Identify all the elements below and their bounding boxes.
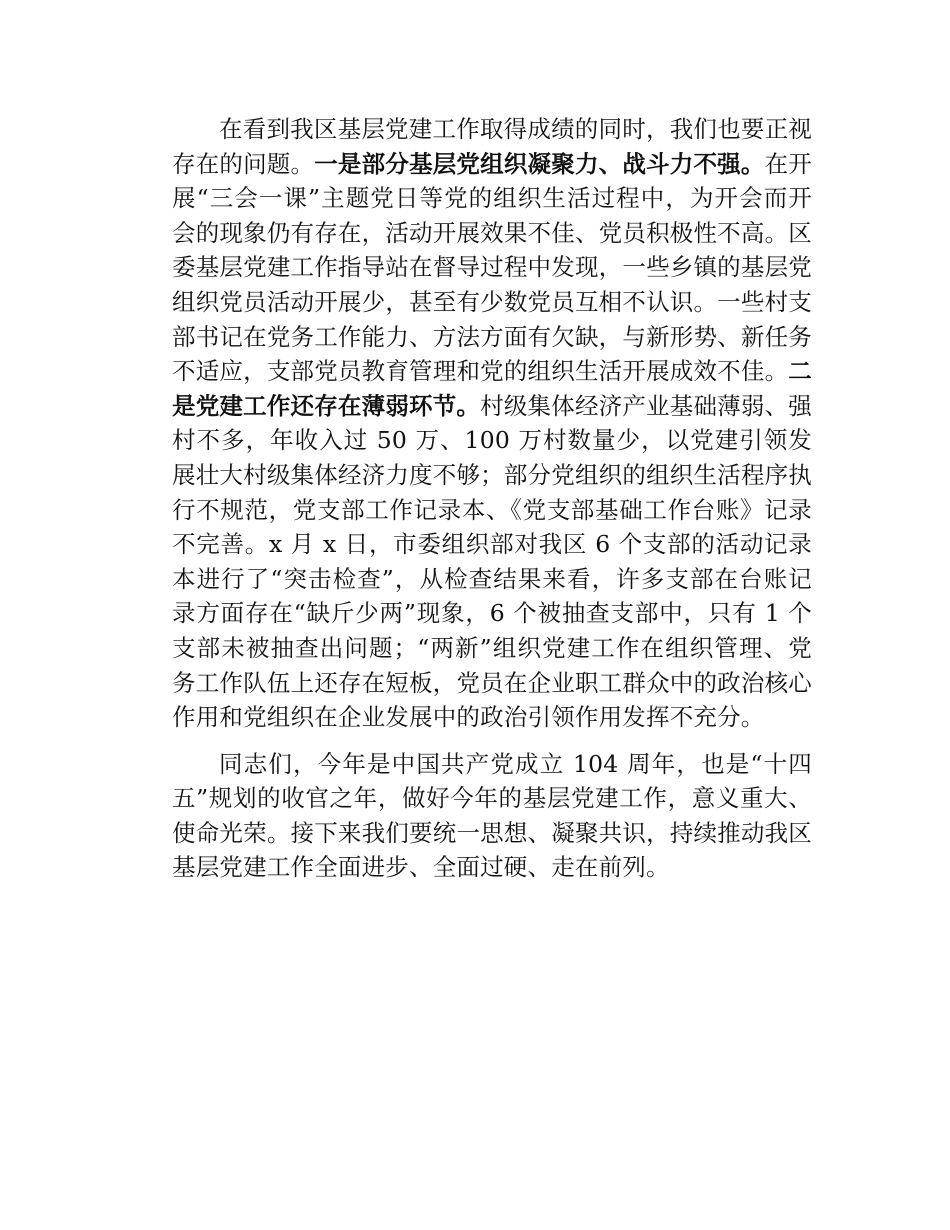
closing-text: 同志们，今年是中国共产党成立 104 周年，也是“十四五”规划的收官之年，做好今年的基层党建工作，意义重大、使命光荣。接下来我们要统一思想、凝聚共识，持续推动我区基层党建工作全面进步、全面过硬、走在前列。 xyxy=(172,749,812,882)
second-problem-heading: 二是党建工作还存在薄弱环节。 xyxy=(172,357,812,420)
paragraph-intro-text: 在看到我区基层党建工作取得成绩的同时，我们也要正视存在的问题。 xyxy=(172,115,812,178)
second-problem-text: 村级集体经济产业基础薄弱、强村不多，年收入过 50 万、100 万村数量少，以党建引领发展壮大村级集体经济力度不够；部分党组织的组织生活程序执行不规范，党支部工作记录本、《党支部基础工作台账》记录不完善。x 月 x 日，市委组织部对我区 6 个支部的活动记录本进行了“突击检查”，从检查结果来看，许多支部在台账记录方面存在“缺斤少两”现象，6 个被抽查支部中，只有 1 个支部未被抽查出问题；“两新”组织党建工作在组织管理、党务工作队伍上还存在短板，党员在企业职工群众中的政治核心作用和党组织在企业发展中的政治引领作用发挥不充分。 xyxy=(172,391,812,732)
paragraph-problems xyxy=(172,112,812,735)
first-problem-heading: 一是部分基层党组织凝聚力、战斗力不强。 xyxy=(314,149,765,178)
first-problem-text: 在开展“三会一课”主题党日等党的组织生活过程中，为开会而开会的现象仍有存在，活动开展效果不佳、党员积极性不高。区委基层党建工作指导站在督导过程中发现，一些乡镇的基层党组织党员活动开展少，甚至有少数党员互相不认识。一些村支部书记在党务工作能力、方法方面有欠缺，与新形势、新任务不适应，支部党员教育管理和党的组织生活开展成效不佳。 xyxy=(172,149,812,386)
document-body xyxy=(172,112,812,885)
paragraph-closing xyxy=(172,747,812,885)
